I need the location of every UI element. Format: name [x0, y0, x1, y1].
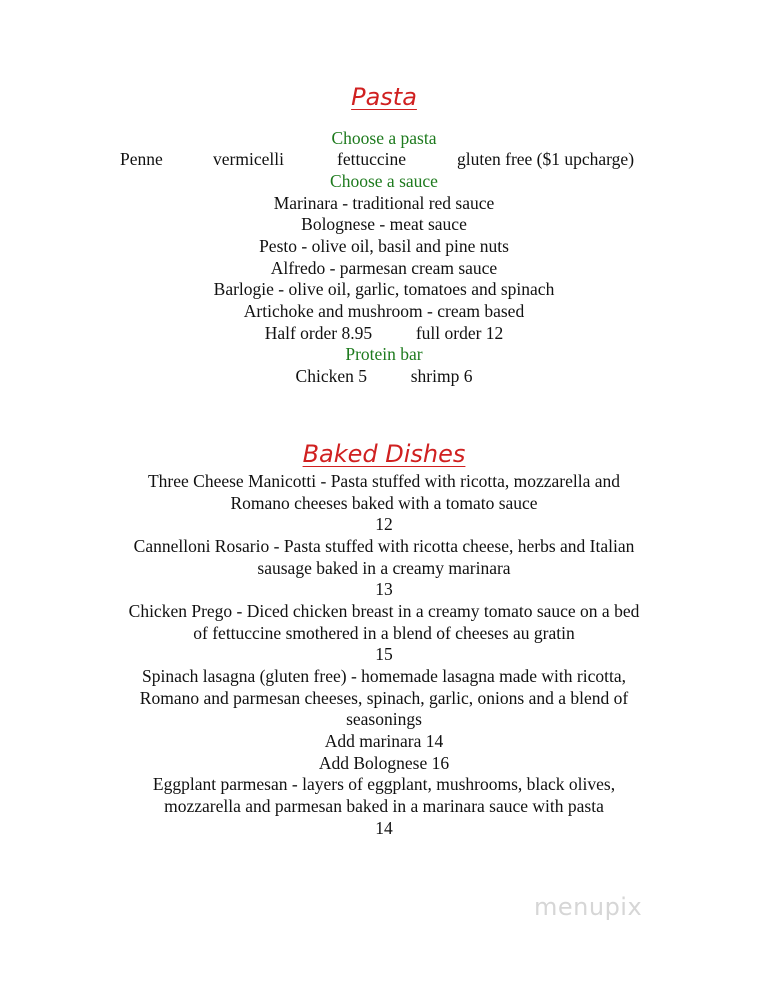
baked-line: Romano and parmesan cheeses, spinach, garlic, onions and a blend of: [139, 688, 629, 708]
sauce-item: Marinara - traditional red sauce: [273, 193, 495, 213]
sauce-item: Barlogie - olive oil, garlic, tomatoes and spinach: [213, 279, 555, 299]
pasta-type-vermicelli: vermicelli: [213, 149, 284, 169]
baked-line: Eggplant parmesan - layers of eggplant, mushrooms, black olives,: [152, 774, 616, 794]
sauce-item: Artichoke and mushroom - cream based: [243, 301, 525, 321]
choose-sauce-label: Choose a sauce: [330, 171, 438, 191]
pasta-type-penne: Penne: [120, 149, 163, 169]
sauce-item: Bolognese - meat sauce: [301, 214, 467, 234]
baked-price: 14: [375, 818, 393, 838]
baked-line: mozzarella and parmesan baked in a marinara sauce with pasta: [164, 796, 604, 816]
baked-line: Cannelloni Rosario - Pasta stuffed with ricotta cheese, herbs and Italian: [133, 536, 635, 556]
pasta-type-gluten-free: gluten free ($1 upcharge): [457, 149, 635, 169]
choose-pasta-label: Choose a pasta: [331, 128, 437, 148]
baked-line: Romano cheeses baked with a tomato sauce: [230, 493, 538, 513]
baked-line: sausage baked in a creamy marinara: [257, 558, 511, 578]
baked-price: Add Bolognese 16: [318, 753, 450, 773]
baked-line: Spinach lasagna (gluten free) - homemade lasagna made with ricotta,: [142, 666, 626, 686]
baked-line: seasonings: [346, 709, 422, 729]
baked-price: 15: [375, 644, 393, 664]
baked-line: Three Cheese Manicotti - Pasta stuffed with ricotta, mozzarella and: [147, 471, 620, 491]
pasta-heading: Pasta: [351, 83, 417, 111]
baked-line: of fettuccine smothered in a blend of cheeses au gratin: [193, 623, 575, 643]
protein-prices: Chicken 5 shrimp 6: [295, 366, 473, 386]
baked-price: Add marinara 14: [324, 731, 444, 751]
baked-price: 13: [375, 579, 393, 599]
protein-bar-label: Protein bar: [345, 344, 423, 364]
sauce-item: Alfredo - parmesan cream sauce: [270, 258, 498, 278]
baked-price: 12: [375, 514, 393, 534]
sauce-item: Pesto - olive oil, basil and pine nuts: [259, 236, 509, 256]
menupix-watermark: menupix: [534, 893, 643, 921]
baked-line: Chicken Prego - Diced chicken breast in a creamy tomato sauce on a bed: [128, 601, 640, 621]
baked-dishes-heading: Baked Dishes: [302, 440, 466, 468]
pasta-type-list: [0, 149, 768, 171]
pasta-type-fettuccine: fettuccine: [337, 149, 406, 169]
pasta-pricing: Half order 8.95 full order 12: [264, 323, 504, 343]
